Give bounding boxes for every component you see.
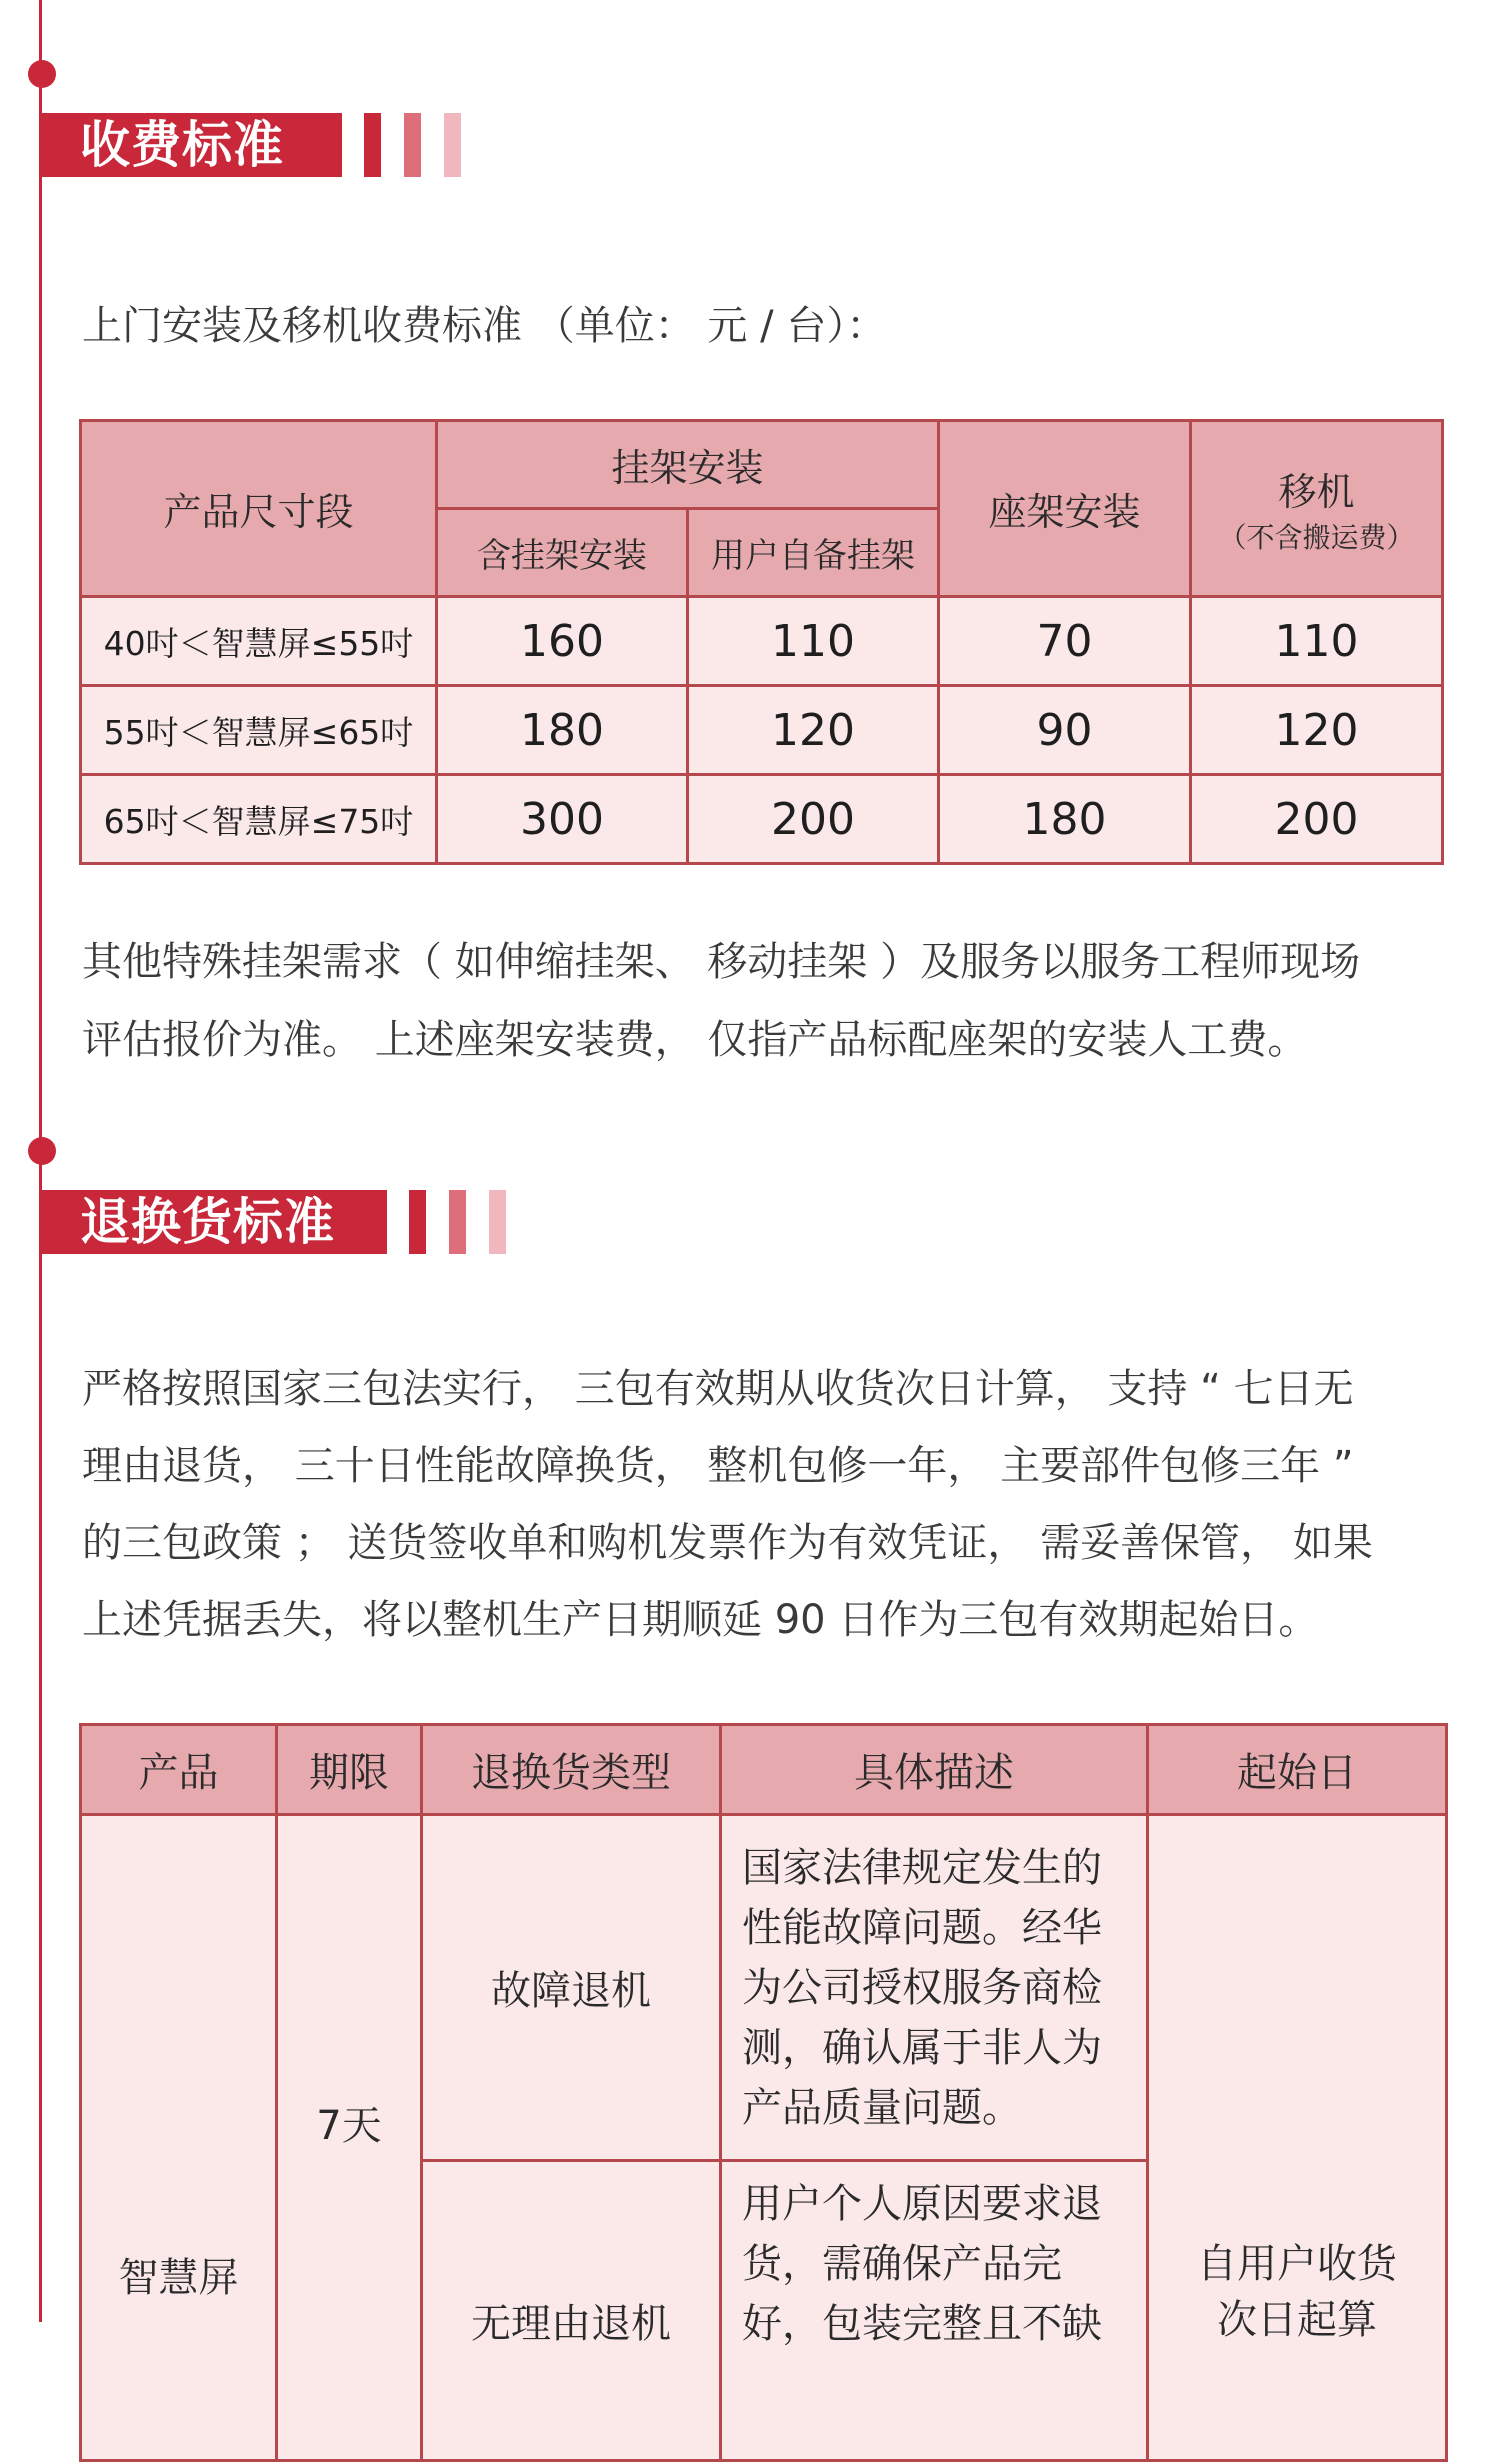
description-line: 为公司授权服务商检 [742,1964,1102,2011]
fees-table [79,419,1444,865]
cell-wall-incl: 180 [437,686,688,775]
decor-bar [489,1190,506,1254]
description-line: 测，确认属于非人为 [742,2024,1102,2071]
header-description: 具体描述 [721,1725,1148,1815]
cell-product: 智慧屏 [81,1815,277,2461]
table-row [81,1815,1447,2161]
cell-seat: 90 [939,686,1191,775]
header-move-label: 移机 [1278,470,1355,514]
cell-size: 40吋＜智慧屏≤55吋 [81,597,437,686]
cell-seat: 180 [939,775,1191,864]
decor-bar [364,113,381,177]
cell-type-fault: 故障退机 [422,1815,721,2161]
cell-seat: 70 [939,597,1191,686]
returns-policy-line: 上述凭据丢失，将以整机生产日期顺延 90 日作为三包有效期起始日。 [82,1597,1319,1643]
table-row [81,597,1443,686]
description-line: 产品质量问题。 [742,2084,1022,2131]
header-return-type: 退换货类型 [422,1725,721,1815]
returns-policy-line: 的三包政策 ； 送货签收单和购机发票作为有效凭证， 需妥善保管， 如果 [82,1520,1373,1566]
section-title-returns: 退换货标准 [42,1190,387,1254]
returns-table [79,1723,1448,2462]
cell-description-fault [721,1815,1148,2161]
table-row [81,775,1443,864]
fees-intro: 上门安装及移机收费标准 （单位： 元 / 台）： [82,303,887,349]
cell-wall-incl: 160 [437,597,688,686]
header-wall-incl: 含挂架安装 [437,509,688,597]
description-line: 好，包装完整且不缺 [742,2301,1102,2347]
header-product: 产品 [81,1725,277,1815]
cell-wall-own: 200 [688,775,939,864]
fees-note-line1: 其他特殊挂架需求（ 如伸缩挂架、 移动挂架 ）及服务以服务工程师现场 [82,939,1361,985]
header-size: 产品尺寸段 [81,421,437,597]
header-seat-install: 座架安装 [939,421,1191,597]
start-day-line: 次日起算 [1217,2297,1377,2343]
cell-wall-incl: 300 [437,775,688,864]
decor-bar [404,113,421,177]
cell-move: 110 [1191,597,1443,686]
cell-period: 7天 [277,1815,422,2461]
header-wall-own: 用户自备挂架 [688,509,939,597]
description-line: 国家法律规定发生的 [742,1844,1102,1891]
decor-bar [449,1190,466,1254]
description-line: 货，需确保产品完 [742,2241,1062,2287]
cell-start-day [1148,1815,1447,2461]
fees-note-line2: 评估报价为准。 上述座架安装费， 仅指产品标配座架的安装人工费。 [82,1017,1308,1063]
description-line: 性能故障问题。经华 [742,1904,1102,1951]
description-line: 用户个人原因要求退 [742,2181,1102,2227]
header-move-note: （不含搬运费） [1218,521,1415,554]
cell-wall-own: 110 [688,597,939,686]
cell-size: 65吋＜智慧屏≤75吋 [81,775,437,864]
cell-size: 55吋＜智慧屏≤65吋 [81,686,437,775]
timeline-dot [28,1137,56,1165]
decor-bar [409,1190,426,1254]
section-title-fees: 收费标准 [42,113,342,177]
header-wall-install: 挂架安装 [437,421,939,509]
header-move [1191,421,1443,597]
cell-move: 200 [1191,775,1443,864]
decor-bar [444,113,461,177]
header-period: 期限 [277,1725,422,1815]
cell-description-no-reason [721,2161,1148,2461]
returns-policy-line: 严格按照国家三包法实行， 三包有效期从收货次日计算， 支持 “ 七日无 [82,1366,1354,1412]
cell-move: 120 [1191,686,1443,775]
cell-wall-own: 120 [688,686,939,775]
start-day-line: 自用户收货 [1197,2241,1397,2287]
table-row [81,686,1443,775]
header-start-day: 起始日 [1148,1725,1447,1815]
timeline-dot [28,60,56,88]
returns-policy-line: 理由退货， 三十日性能故障换货， 整机包修一年， 主要部件包修三年 ” [82,1443,1354,1489]
cell-type-no-reason: 无理由退机 [422,2161,721,2461]
